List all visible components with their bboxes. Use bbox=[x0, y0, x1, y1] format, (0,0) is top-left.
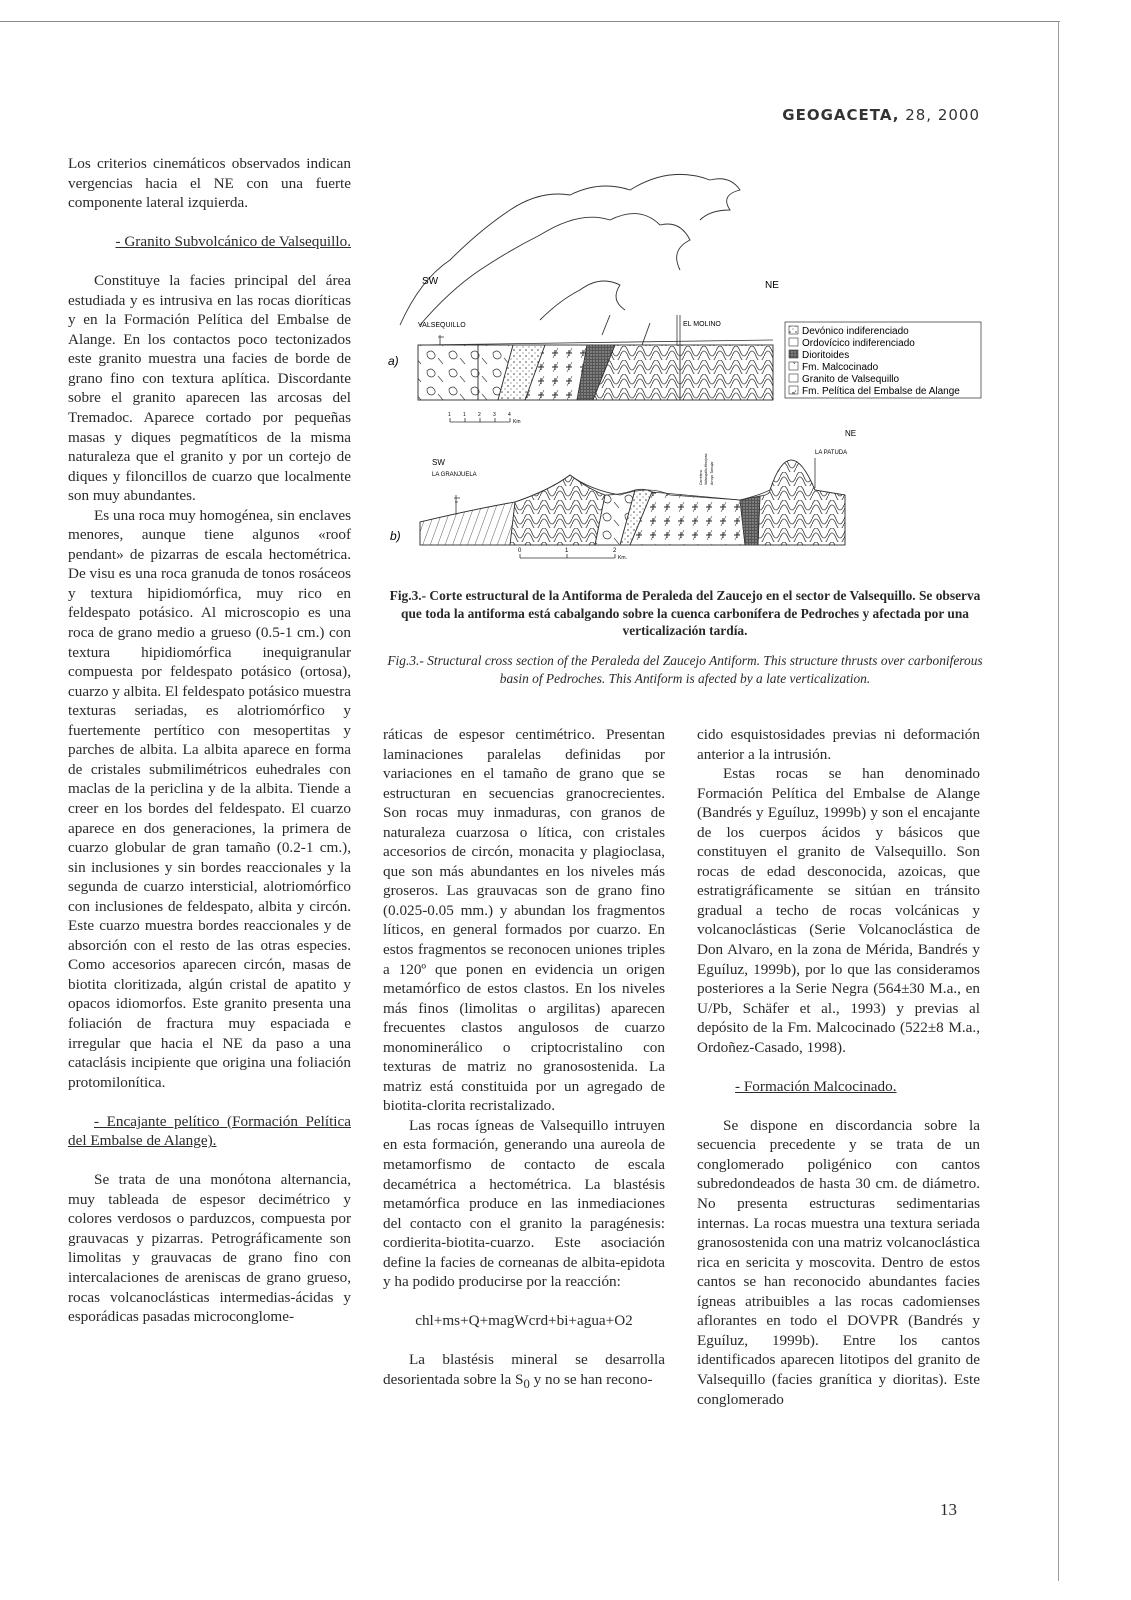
legend-item: Ordovícico indiferenciado bbox=[802, 338, 915, 349]
cross-section-b bbox=[420, 458, 845, 545]
place-valsequillo: VALSEQUILLO bbox=[418, 322, 466, 329]
sw-label-b: SW bbox=[432, 458, 445, 467]
scale-tick: 0 bbox=[518, 548, 522, 554]
scale-tick: 1 bbox=[565, 548, 569, 554]
road-creek-labels bbox=[699, 453, 714, 485]
scale-tick: 4 bbox=[508, 412, 511, 418]
running-header bbox=[780, 106, 980, 124]
paragraph: Es una roca muy homogénea, sin enclaves menores, aunque tiene algunos «roof pendant» de pizarras de escala hectométrica. De visu es una roca granuda de tonos rosáceos y textura hipidiomórfica, muy rico en feldespato potásico. Al microscopio es una roca de grano medio a grueso (0.5-1 cm.) con textura hipidiomórfica inequigranular compuesta por feldespato potásico (ortosa), cuarzo y albita. El feldespato potásico muestra texturas seriadas, es alotriomórfico y fuertemente pertítico con mesopertitas y parches de albita. La albita aparece en forma de cristales submilimétricos euhedrales con maclas de la periclina y de la albita. Tiende a creer en los bordes del feldespato. El cuarzo aparece en dos generaciones, la primera de cuarzo globular de gran tamaño (0.2-1 cm.), sin inclusiones y sin bordes reaccionales y la segunda de cuarzo intersticial, alotriomórfico con inclusiones de feldespato, albita y circón. Este cuarzo muestra bordes reaccionales y de absorción con el resto de las otras especies. Como accesorios aparecen circón, masas de biotita cloritizada, algún cristal de apatito y opacos idiomorfos. Este granito presenta una foliación de fractura muy espaciada e irregular que hacia el NE da paso a una cataclásis incipiente que origina una foliación protomilonítica. bbox=[68, 506, 351, 1091]
journal-name: GEOGACETA, bbox=[782, 106, 900, 124]
top-rule bbox=[0, 21, 1060, 22]
panel-label-b: b) bbox=[390, 529, 401, 543]
column-1 bbox=[68, 154, 351, 1327]
scale-tick: 3 bbox=[493, 412, 496, 418]
section-heading-granito: - Granito Subvolcánico de Valsequillo. bbox=[115, 233, 351, 251]
paragraph: Estas rocas se han denominado Formación Pelítica del Embalse de Alange (Bandrés y Eguíluz, 1999b) y son el encajante de los cuerpos ácidos y básicos que constituyen el granito de Valsequillo. Son rocas de edad desconocida, azoicas, que estratigráficamente se sitúan en tránsito gradual a techo de rocas volcánicas y volcanoclásticas (Serie Volcanoclástica de Don Alvaro, en la zona de Mérida, Bandrés y Eguíluz, 1999b), por lo que las consideramos posteriores a la Serie Negra (564±30 M.a., en U/Pb, Schäfer et al., 1993) y previas al depósito de la Fm. Malcocinado (522±8 M.a., Ordoñez-Casado, 1998). bbox=[697, 765, 980, 1056]
section-heading-malcocinado: - Formación Malcocinado. bbox=[735, 1077, 897, 1095]
paragraph: Se dispone en discordancia sobre la secuencia precedente y se trata de un conglomerado poligénico con cantos subredondeados de hasta 30 cm. de diámetro. No presenta estructuras sedimentarias internas. La rocas muestra una textura seriada granosostenida con una matriz volcanoclástica rica en sericita y moscovita. Dentro de estos cantos se han reconocido abundantes facies ígneas atribuibles a las rocas cadomienses aflorantes en todo el DOVPR (Bandrés y Eguíluz, 1999b). Entre los cantos identificados aparecen litotipos del granito de Valsequillo (facies granítica y dioritas). Este conglomerado bbox=[697, 1116, 980, 1408]
page-number: 13 bbox=[940, 1500, 957, 1519]
paragraph: cido esquistosidades previas ni deformación anterior a la intrusión. bbox=[697, 726, 980, 763]
subscript: 0 bbox=[523, 1376, 530, 1391]
scale-tick: 1 bbox=[463, 412, 466, 418]
figure-3-cross-sections bbox=[380, 150, 990, 610]
paragraph-text: La blastésis mineral se desarrolla desorientada sobre la S bbox=[383, 1351, 665, 1388]
figure-caption-english: Fig.3.- Structural cross section of the Peraleda del Zaucejo Antiform. This structure thrusts over carboniferous basin of Pedroches. This Antiform is afected by a late verticalization. bbox=[387, 653, 983, 686]
reaction-formula: chl+ms+Q+magWcrd+bi+agua+O2 bbox=[415, 1312, 633, 1330]
cross-section-a bbox=[418, 335, 773, 400]
column-3 bbox=[697, 725, 980, 1409]
sw-label-a: SW bbox=[422, 276, 439, 287]
paragraph-text: y no se han recono- bbox=[529, 1370, 653, 1388]
eroded-fold-lines bbox=[400, 174, 740, 345]
scale-tick: 2 bbox=[478, 412, 481, 418]
scale-unit: Km. bbox=[618, 555, 627, 561]
legend-item: Devónico indiferenciado bbox=[802, 326, 909, 337]
volume-year: 28, 2000 bbox=[905, 106, 980, 124]
right-margin-rule bbox=[1058, 21, 1059, 1581]
legend-item: Fm. Pelítica del Embalse de Alange bbox=[802, 386, 960, 397]
place-la-patuda: LA PATUDA bbox=[815, 450, 848, 456]
legend bbox=[785, 322, 981, 398]
scale-bar-a bbox=[448, 412, 521, 425]
paragraph: Se trata de una monótona alternancia, muy tableada de espesor decimétrico y colores verdosos o parduzcos, compuesta por grauvacas y pizarras. Petrográficamente son limolitas y grauvacas de grano fino con intercalaciones de areniscas de grano grueso, rocas volcanoclásticas intermedias-ácidas y esporádicas pasadas microconglome- bbox=[68, 1171, 351, 1326]
column-2 bbox=[383, 725, 665, 1395]
paragraph: Las rocas ígneas de Valsequillo intruyen en esta formación, generando una aureola de metamorfismo de contacto de escala decamétrica a hectométrica. La blastésis metamórfica produce en las inmediaciones del contacto con el granito la paragénesis: cordierita-biotita-cuarzo. Este asociación define la facies de corneanas de albita-epidota y ha podido producirse por la reacción: bbox=[383, 1116, 665, 1291]
paragraph: Los criterios cinemáticos observados indican vergencias hacia el NE con una fuerte componente lateral izquierda. bbox=[68, 155, 351, 212]
scale-bar-b bbox=[518, 548, 627, 561]
scale-tick: 2 bbox=[613, 548, 617, 554]
legend-item: Dioritoides bbox=[802, 350, 850, 361]
small-label: Carretera bbox=[699, 470, 703, 485]
small-label: Arroyo Tamujar bbox=[710, 461, 714, 485]
cross-section-diagram bbox=[380, 150, 990, 610]
legend-item: Fm. Malcocinado bbox=[802, 362, 879, 373]
scale-tick: 1 bbox=[448, 412, 451, 418]
panel-label-a: a) bbox=[388, 354, 399, 368]
ne-label-a: NE bbox=[765, 280, 779, 291]
scale-unit: Km bbox=[513, 419, 521, 425]
ne-label-b: NE bbox=[845, 429, 857, 438]
paragraph: Constituye la facies principal del área estudiada y es intrusiva en las rocas dioríticas y en la Formación Pelítica del Embalse de Alange. En los contactos poco tectonizados este granito muestra una facies de borde de grano fino con textura aplítica. Discordante sobre el granito aparecen las arcosas del Tremadoc. Aparece cortado por pequeñas masas y diques pegmatíticos de la misma naturaleza que el granito y por un cortejo de diques y filoncillos de cuarzo que localmente son muy abundantes. bbox=[68, 272, 351, 505]
paragraph: ráticas de espesor centimétrico. Presentan laminaciones paralelas definidas por variaciones en el tamaño de grano que se estructuran en secuencias granocrecientes. Son rocas muy inmaduras, con granos de naturaleza cuarzosa o lítica, con cristales accesorios de circón, monacita y plagioclasa, que son más abundantes en los niveles más groseros. Las grauvacas son de grano fino (0.025-0.05 mm.) y abundan los fragmentos líticos, en general formados por cuarzo. En estos fragmentos se reconocen uniones triples a 120º que ponen en evidencia un origen metamórfico de estos clastos. En los niveles más finos (limolitas o argilitas) aparecen frecuentes clastos angulosos de cuarzo monominerálico o criptocristalino con texturas de matriz no granosostenida. La matriz está constituida por un agregado de biotita-clorita recristalizado. bbox=[383, 726, 665, 1115]
section-heading-encajante: - Encajante pelítico (Formación Pelítica del Embalse de Alange). bbox=[68, 1112, 351, 1150]
figure-caption-spanish: Fig.3.- Corte estructural de la Antiforma de Peraleda del Zaucejo en el sector de Valsequillo. Se observa que toda la antiforma está cabalgando sobre la cuenca carbonífera de Pedroches y afectada por una verticalización tardía. bbox=[389, 588, 981, 638]
place-el-molino: EL MOLINO bbox=[683, 321, 721, 328]
legend-item: Granito de Valsequillo bbox=[802, 374, 900, 385]
place-la-granjuela: LA GRANJUELA bbox=[432, 472, 477, 478]
small-label: Valsequillo-Hinojosa bbox=[704, 453, 708, 485]
paragraph bbox=[383, 1350, 665, 1394]
